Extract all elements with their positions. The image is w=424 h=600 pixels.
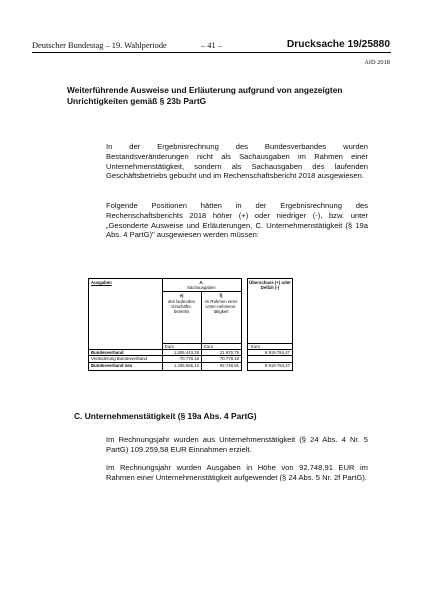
row-2-e: -70.778,16 bbox=[178, 356, 199, 361]
row-label-bundesverband-neu: Bundesverband neu bbox=[91, 363, 133, 368]
column-e-label: des laufenden Geschäfts-betriebs bbox=[168, 299, 195, 315]
paragraph-4: Im Rechnungsjahr wurden Ausgaben in Höhe von 92.748,91 EUR im Rahmen einer Unternehmenstätigkeit aufgewendet (§ 24 Abs. 5 Nr. 2f PartG). bbox=[106, 463, 368, 482]
paragraph-2: Folgende Positionen hätten in der Ergebnisrechnung des Rechenschaftsberichts 2018 höher (+) oder niedriger (-), bzw. unter „Gesonderte Ausweise und Erläuterungen, C. Unternehmenstätigkeit (§ 19a Abs. 4 PartG)" ausgewiesen werden müssen: bbox=[106, 201, 368, 240]
row-1-right: 9.919.784,47 bbox=[264, 350, 290, 355]
section-heading: Weiterführende Ausweise und Erläuterung aufgrund von angezeigten Unrichtigkeiten gemäß § 23b PartG bbox=[67, 85, 343, 106]
unit-f: Euro bbox=[204, 344, 214, 349]
row-3-e: 1.435.665,12 bbox=[173, 363, 199, 368]
party-label: AfD 2018 bbox=[364, 59, 390, 66]
row-label-veraenderung: Veränderung Bundesverband bbox=[91, 356, 147, 361]
section-c-title: C. Unternehmenstätigkeit (§ 19a Abs. 4 PartG) bbox=[74, 411, 257, 421]
row-3-right: 9.919.784,47 bbox=[264, 363, 290, 368]
column-surplus-label: Überschuss (+) oder Defizit (-) bbox=[249, 280, 291, 291]
header-rule bbox=[32, 52, 391, 53]
unit-right: Euro bbox=[251, 344, 261, 349]
expenses-table bbox=[88, 278, 242, 371]
document-number: Drucksache 19/25880 bbox=[286, 39, 390, 50]
unit-e: Euro bbox=[165, 344, 175, 349]
column-f-id: f) bbox=[219, 293, 223, 298]
row-2-f: 70.778,16 bbox=[219, 356, 239, 361]
row-1-f: 21.970,75 bbox=[219, 350, 239, 355]
surplus-table bbox=[247, 278, 293, 371]
row-1-e: 1.506.443,28 bbox=[173, 350, 199, 355]
group-sublabel: Sachausgaben bbox=[187, 285, 216, 290]
row-3-f: 92.748,91 bbox=[219, 363, 239, 368]
column-f-label: im Rahmen einer Unter-nehmens-tätigkeit bbox=[204, 299, 238, 315]
page-number: – 41 – bbox=[201, 41, 222, 50]
paragraph-3: Im Rechnungsjahr wurden aus Unternehmenstätigkeit (§ 24 Abs. 4 Nr. 5 PartG) 109.259,58 EUR Einnahmen erzielt. bbox=[106, 435, 368, 454]
column-e-id: e) bbox=[179, 293, 184, 298]
header-left: Deutscher Bundestag – 19. Wahlperiode bbox=[32, 41, 167, 50]
row-label-bundesverband: Bundesverband bbox=[91, 350, 124, 355]
paragraph-1: In der Ergebnisrechnung des Bundesverbandes wurden Bestandsveränderungen nicht als Sachausgaben im Rahmen einer Unternehmenstätigkeit, sondern als Sachausgaben des laufenden Geschäftsbetriebs gebucht und im Rechenschaftsbericht 2018 ausgewiesen. bbox=[106, 142, 368, 181]
column-header-ausgaben: Ausgaben bbox=[91, 280, 112, 285]
group-label: A. bbox=[199, 280, 204, 285]
